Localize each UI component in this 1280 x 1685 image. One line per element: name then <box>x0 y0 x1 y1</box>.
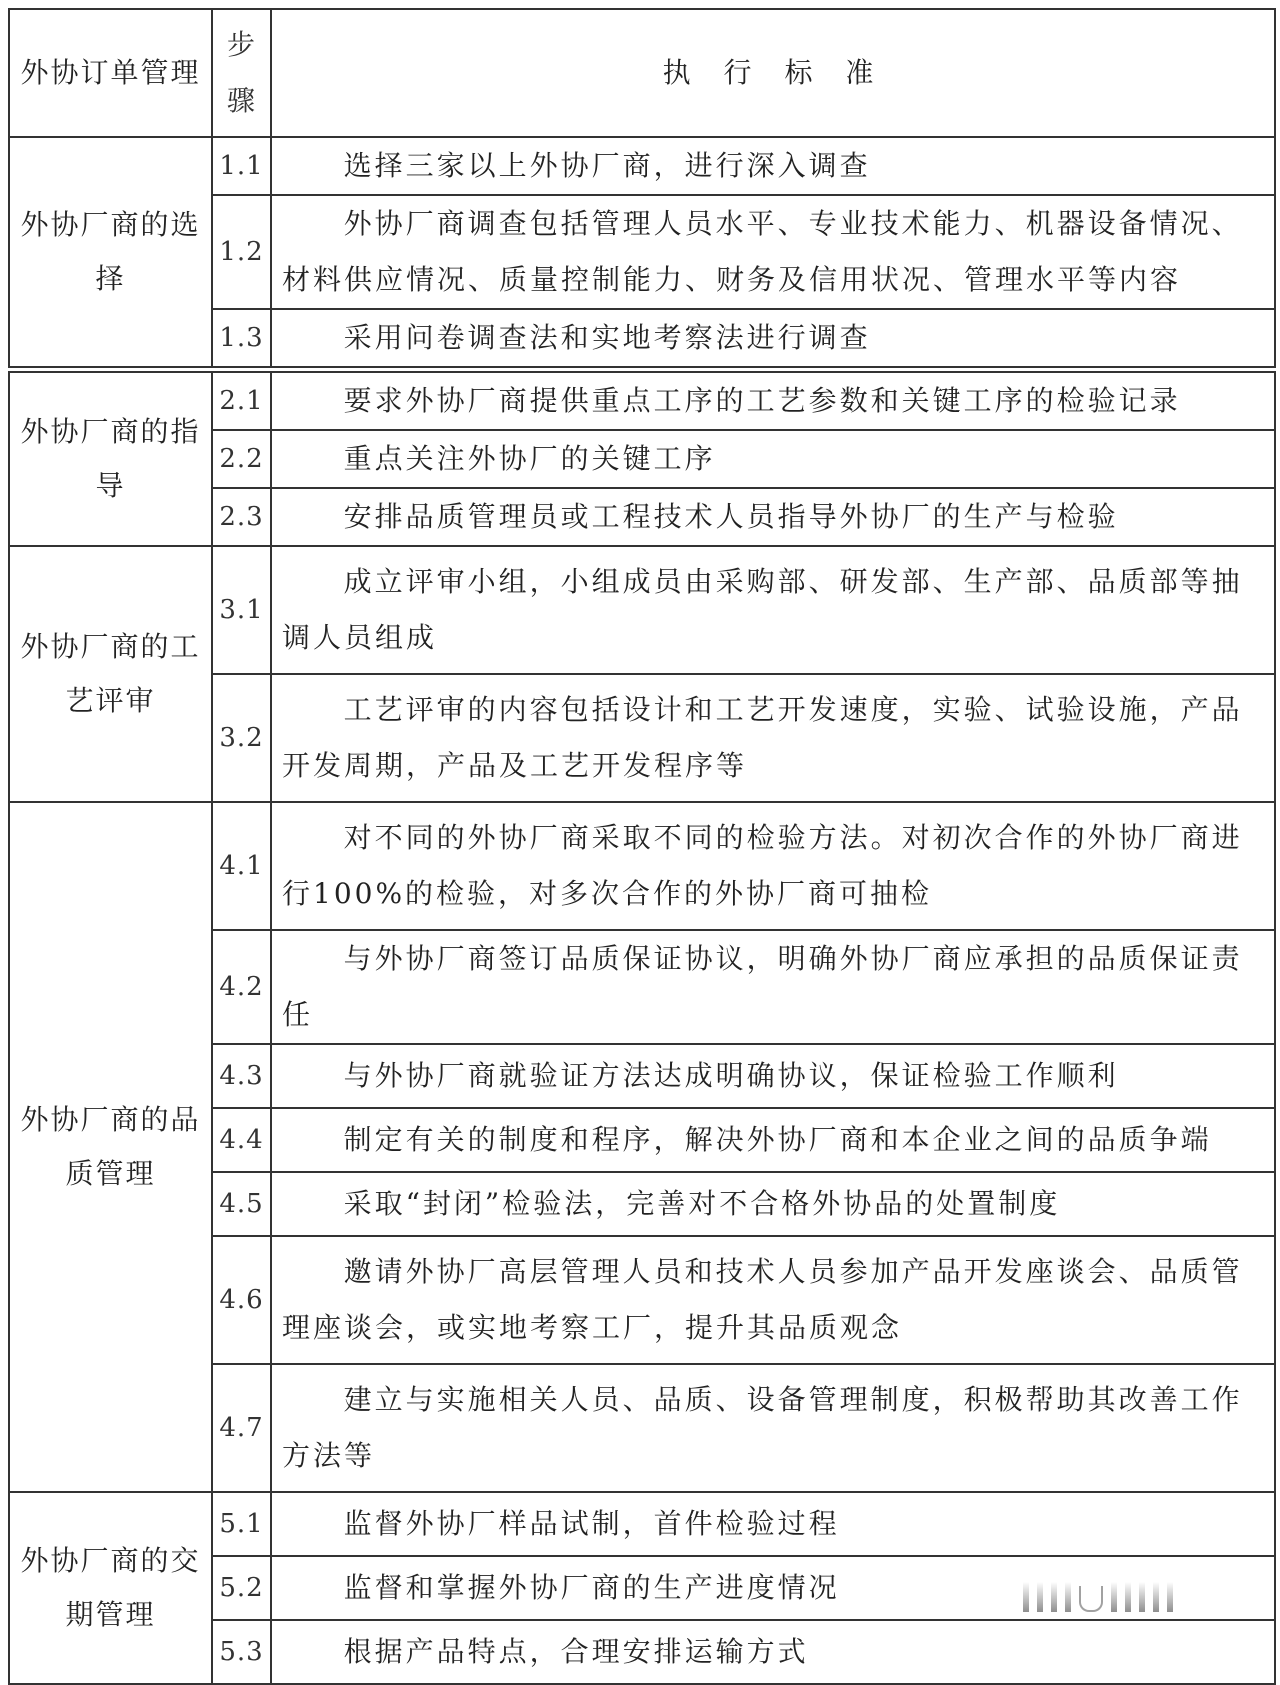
group-title: 外协厂商的品质管理 <box>9 802 212 1492</box>
table-row <box>9 1492 1275 1556</box>
standard-text: 成立评审小组，小组成员由采购部、研发部、生产部、品质部等抽调人员组成 <box>282 565 1243 654</box>
step-number: 2.2 <box>212 430 271 488</box>
step-number: 4.3 <box>212 1044 271 1108</box>
standard-cell <box>271 1492 1275 1556</box>
standard-cell <box>271 195 1275 309</box>
step-number: 3.2 <box>212 674 271 802</box>
step-number: 1.3 <box>212 309 271 367</box>
standard-text: 制定有关的制度和程序，解决外协厂商和本企业之间的品质争端 <box>343 1123 1212 1156</box>
standard-cell <box>271 1108 1275 1172</box>
standard-text: 监督和掌握外协厂商的生产进度情况 <box>343 1571 840 1604</box>
step-number: 4.5 <box>212 1172 271 1236</box>
table-row <box>9 802 1275 930</box>
table-row <box>9 546 1275 674</box>
standard-text: 工艺评审的内容包括设计和工艺开发速度，实验、试验设施，产品开发周期，产品及工艺开发程序等 <box>282 693 1243 782</box>
standard-text: 要求外协厂商提供重点工序的工艺参数和关键工序的检验记录 <box>343 384 1181 417</box>
header-category: 外协订单管理 <box>9 9 212 137</box>
standard-cell <box>271 1172 1275 1236</box>
standard-cell <box>271 1620 1275 1684</box>
group-title: 外协厂商的指导 <box>9 372 212 546</box>
standard-cell <box>271 1364 1275 1492</box>
standard-cell <box>271 1044 1275 1108</box>
group-title: 外协厂商的交期管理 <box>9 1492 212 1684</box>
header-step: 步骤 <box>212 9 271 137</box>
standard-text: 外协厂商调查包括管理人员水平、专业技术能力、机器设备情况、材料供应情况、质量控制能力、财务及信用状况、管理水平等内容 <box>282 207 1243 296</box>
standard-text: 根据产品特点，合理安排运输方式 <box>343 1635 809 1668</box>
standard-cell <box>271 309 1275 367</box>
standard-text: 与外协厂商签订品质保证协议，明确外协厂商应承担的品质保证责任 <box>282 942 1243 1031</box>
standard-text: 采取“封闭”检验法，完善对不合格外协品的处置制度 <box>343 1187 1061 1220</box>
step-number: 1.1 <box>212 137 271 195</box>
standard-text: 选择三家以上外协厂商，进行深入调查 <box>343 149 871 182</box>
step-number: 4.1 <box>212 802 271 930</box>
step-number: 4.2 <box>212 930 271 1044</box>
step-number: 4.4 <box>212 1108 271 1172</box>
step-number: 3.1 <box>212 546 271 674</box>
step-number: 2.1 <box>212 372 271 430</box>
standard-text: 监督外协厂样品试制，首件检验过程 <box>343 1507 840 1540</box>
group-title: 外协厂商的工艺评审 <box>9 546 212 802</box>
standard-cell <box>271 137 1275 195</box>
standard-text: 建立与实施相关人员、品质、设备管理制度，积极帮助其改善工作方法等 <box>282 1383 1243 1472</box>
step-number: 2.3 <box>212 488 271 546</box>
standard-text: 对不同的外协厂商采取不同的检验方法。对初次合作的外协厂商进行100%的检验，对多次合作的外协厂商可抽检 <box>282 821 1243 910</box>
document-table-container <box>8 8 1276 1685</box>
header-standard: 执 行 标 准 <box>271 9 1275 137</box>
step-number: 5.1 <box>212 1492 271 1556</box>
outsourcing-management-table <box>8 8 1276 1685</box>
step-number: 4.6 <box>212 1236 271 1364</box>
step-number: 5.2 <box>212 1556 271 1620</box>
standard-cell <box>271 674 1275 802</box>
table-row <box>9 372 1275 430</box>
standard-cell <box>271 802 1275 930</box>
standard-cell <box>271 930 1275 1044</box>
standard-text: 安排品质管理员或工程技术人员指导外协厂的生产与检验 <box>343 500 1119 533</box>
standard-cell <box>271 1236 1275 1364</box>
header-row <box>9 9 1275 137</box>
standard-text: 与外协厂商就验证方法达成明确协议，保证检验工作顺利 <box>343 1059 1119 1092</box>
standard-cell <box>271 488 1275 546</box>
standard-text: 邀请外协厂高层管理人员和技术人员参加产品开发座谈会、品质管理座谈会，或实地考察工厂，提升其品质观念 <box>282 1255 1243 1344</box>
standard-text: 重点关注外协厂的关键工序 <box>343 442 716 475</box>
standard-cell <box>271 430 1275 488</box>
standard-cell <box>271 546 1275 674</box>
table-row <box>9 137 1275 195</box>
step-number: 1.2 <box>212 195 271 309</box>
group-title: 外协厂商的选择 <box>9 137 212 367</box>
standard-text: 采用问卷调查法和实地考察法进行调查 <box>343 321 871 354</box>
standard-cell <box>271 372 1275 430</box>
watermark-icon <box>1023 1576 1173 1612</box>
step-number: 4.7 <box>212 1364 271 1492</box>
step-number: 5.3 <box>212 1620 271 1684</box>
